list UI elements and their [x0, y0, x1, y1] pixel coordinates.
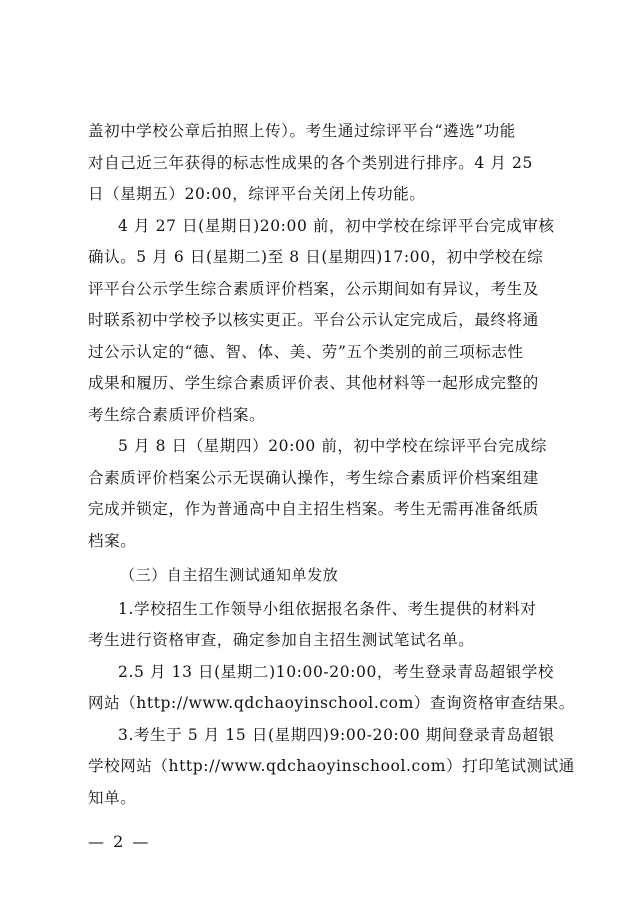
list-item-print-notice	[88, 720, 575, 815]
list-item-line: 网站（http://www.qdchaoyinschool.com）查询资格审查结果。	[88, 694, 575, 712]
paragraph-line: 确认。5 月 6 日(星期二)至 8 日(星期四)17:00，初中学校在综	[88, 248, 544, 266]
paragraph-line: 对自己近三年获得的标志性成果的各个类别进行排序。4 月 25	[88, 153, 533, 172]
paragraph-review-confirmation	[88, 211, 566, 432]
paragraph-line: 5 月 8 日（星期四）20:00 前，初中学校在综评平台完成综	[118, 437, 547, 455]
paragraph-upload-ranking	[88, 116, 566, 211]
list-item-line: 知单。	[88, 788, 137, 807]
list-item-line: 学校网站（http://www.qdchaoyinschool.com）打印笔试测试通	[88, 757, 575, 775]
paragraph-line: 过公示认定的“德、智、体、美、劳”五个类别的前三项标志性	[88, 342, 524, 361]
paragraph-line: 完成并锁定，作为普通高中自主招生档案。考生无需再准备纸质	[88, 500, 539, 518]
paragraph-line: 考生综合素质评价档案。	[88, 405, 266, 424]
document-body	[88, 116, 575, 814]
paragraph-line: 时联系初中学校予以核实更正。平台公示认定完成后，最终将通	[88, 311, 539, 329]
paragraph-line: 4 月 27 日(星期日)20:00 前，初中学校在综评平台完成审核	[118, 216, 555, 235]
list-item-result-query	[88, 657, 575, 720]
paragraph-line: 评平台公示学生综合素质评价档案，公示期间如有异议，考生及	[88, 279, 539, 298]
list-item-line: 2.5 月 13 日(星期二)10:00-20:00，考生登录青岛超银学校	[118, 662, 555, 681]
paragraph-line: 档案。	[88, 531, 137, 550]
paragraph-line: 成果和履历、学生综合素质评价表、其他材料等一起形成完整的	[88, 374, 539, 392]
paragraph-archive-lock	[88, 431, 566, 557]
page-number: — 2 —	[88, 832, 151, 851]
section-heading: （三）自主招生测试通知单发放	[120, 566, 339, 584]
paragraph-line: 合素质评价档案公示无误确认操作，考生综合素质评价档案组建	[88, 468, 539, 487]
list-item-line: 考生进行资格审查，确定参加自主招生测试笔试名单。	[88, 631, 475, 649]
list-item-line: 1.学校招生工作领导小组依据报名条件、考生提供的材料对	[118, 599, 537, 618]
list-item-qualification-review	[88, 594, 566, 657]
paragraph-line: 日（星期五）20:00，综评平台关闭上传功能。	[88, 185, 426, 203]
paragraph-line: 盖初中学校公章后拍照上传）。考生通过综评平台“遴选”功能	[88, 122, 516, 140]
list-item-line: 3.考生于 5 月 15 日(星期四)9:00-20:00 期间登录青岛超银	[118, 725, 555, 744]
